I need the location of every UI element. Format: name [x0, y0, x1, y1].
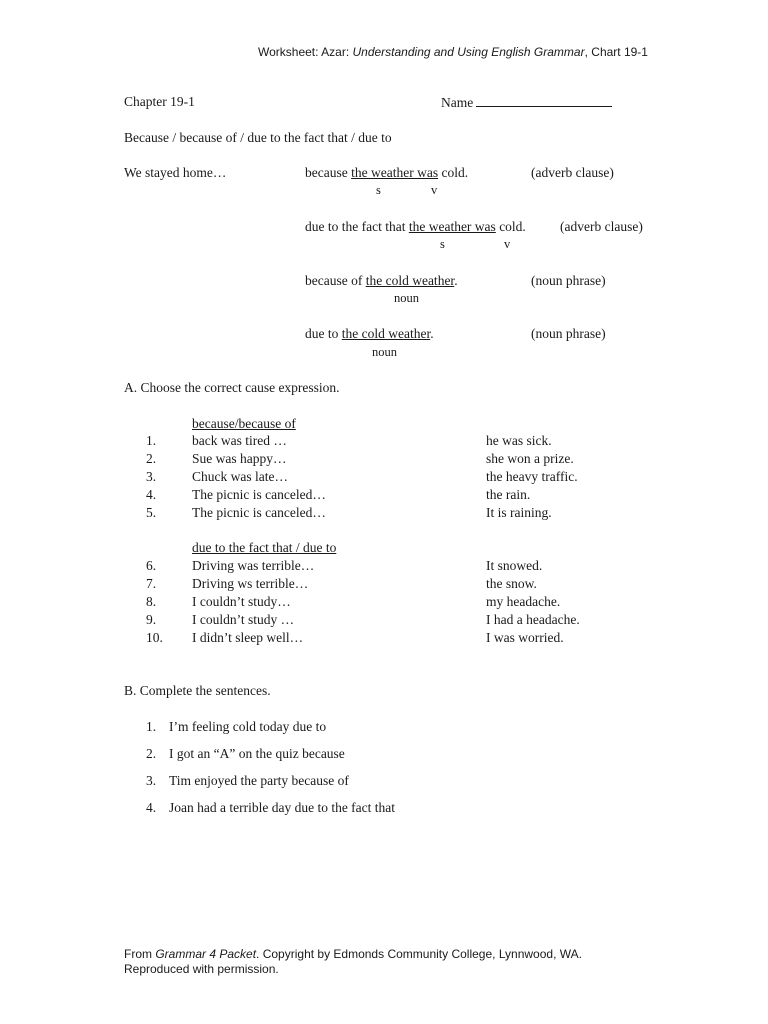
- exercise-left: I didn’t sleep well…: [192, 630, 304, 645]
- example-lead: We stayed home…: [124, 165, 227, 180]
- exercise-number: 1.: [146, 719, 157, 734]
- example-row: because the weather was cold.: [305, 165, 469, 180]
- exercise-number: 10.: [146, 630, 163, 645]
- noun-mark: noun: [372, 345, 397, 359]
- exercise-right: I had a headache.: [486, 612, 580, 627]
- completion-prompt: Joan had a terrible day due to the fact that: [169, 800, 396, 815]
- subject-mark: s: [440, 237, 445, 251]
- footer-credit: From Grammar 4 Packet. Copyright by Edmonds Community College, Lynnwood, WA.: [124, 947, 582, 961]
- completion-prompt: I got an “A” on the quiz because: [169, 746, 345, 761]
- completion-prompt: Tim enjoyed the party because of: [169, 773, 349, 788]
- exercise-left: I couldn’t study …: [192, 612, 295, 627]
- exercise-left: I couldn’t study…: [192, 594, 291, 609]
- exercise-number: 2.: [146, 746, 157, 761]
- exercise-number: 1.: [146, 433, 157, 448]
- example-note: (noun phrase): [531, 273, 606, 288]
- exercise-right: he was sick.: [486, 433, 552, 448]
- completion-prompt: I’m feeling cold today due to: [169, 719, 327, 734]
- name-label: Name: [441, 95, 474, 110]
- example-row: because of the cold weather.: [305, 273, 458, 288]
- exercise-right: I was worried.: [486, 630, 564, 645]
- exercise-right: the snow.: [486, 576, 537, 591]
- exercise-left: The picnic is canceled…: [192, 487, 326, 502]
- example-note: (noun phrase): [531, 326, 606, 341]
- exercise-number: 3.: [146, 773, 157, 788]
- exercise-number: 6.: [146, 558, 157, 573]
- exercise-left: Sue was happy…: [192, 451, 287, 466]
- example-note: (adverb clause): [531, 165, 614, 180]
- example-note: (adverb clause): [560, 219, 643, 234]
- subject-mark: s: [376, 183, 381, 197]
- group-heading: due to the fact that / due to: [192, 540, 337, 555]
- exercise-number: 5.: [146, 505, 157, 520]
- section-a-title: A. Choose the correct cause expression.: [124, 380, 340, 395]
- verb-mark: v: [504, 237, 511, 251]
- verb-mark: v: [431, 183, 438, 197]
- exercise-right: the rain.: [486, 487, 531, 502]
- exercise-number: 7.: [146, 576, 157, 591]
- name-field[interactable]: [441, 94, 612, 111]
- exercise-left: back was tired …: [192, 433, 287, 448]
- exercise-right: my headache.: [486, 594, 561, 609]
- noun-mark: noun: [394, 291, 419, 305]
- example-row: due to the fact that the weather was cold.: [305, 219, 526, 234]
- exercise-number: 8.: [146, 594, 157, 609]
- topic-line: Because / because of / due to the fact that / due to: [124, 130, 392, 145]
- exercise-right: she won a prize.: [486, 451, 574, 466]
- exercise-left: The picnic is canceled…: [192, 505, 326, 520]
- footer-permission: Reproduced with permission.: [124, 962, 279, 976]
- exercise-number: 9.: [146, 612, 157, 627]
- exercise-left: Driving ws terrible…: [192, 576, 309, 591]
- exercise-number: 3.: [146, 469, 157, 484]
- exercise-number: 4.: [146, 487, 157, 502]
- chapter-title: Chapter 19-1: [124, 94, 195, 109]
- exercise-right: It is raining.: [486, 505, 552, 520]
- exercise-right: the heavy traffic.: [486, 469, 578, 484]
- section-b-title: B. Complete the sentences.: [124, 683, 271, 698]
- exercise-number: 4.: [146, 800, 157, 815]
- name-blank[interactable]: [476, 94, 612, 107]
- exercise-number: 2.: [146, 451, 157, 466]
- example-row: due to the cold weather.: [305, 326, 434, 341]
- exercise-left: Chuck was late…: [192, 469, 288, 484]
- exercise-left: Driving was terrible…: [192, 558, 315, 573]
- exercise-right: It snowed.: [486, 558, 543, 573]
- group-heading: because/because of: [192, 416, 296, 431]
- running-header: Worksheet: Azar: Understanding and Using English Grammar, Chart 19-1: [258, 45, 648, 59]
